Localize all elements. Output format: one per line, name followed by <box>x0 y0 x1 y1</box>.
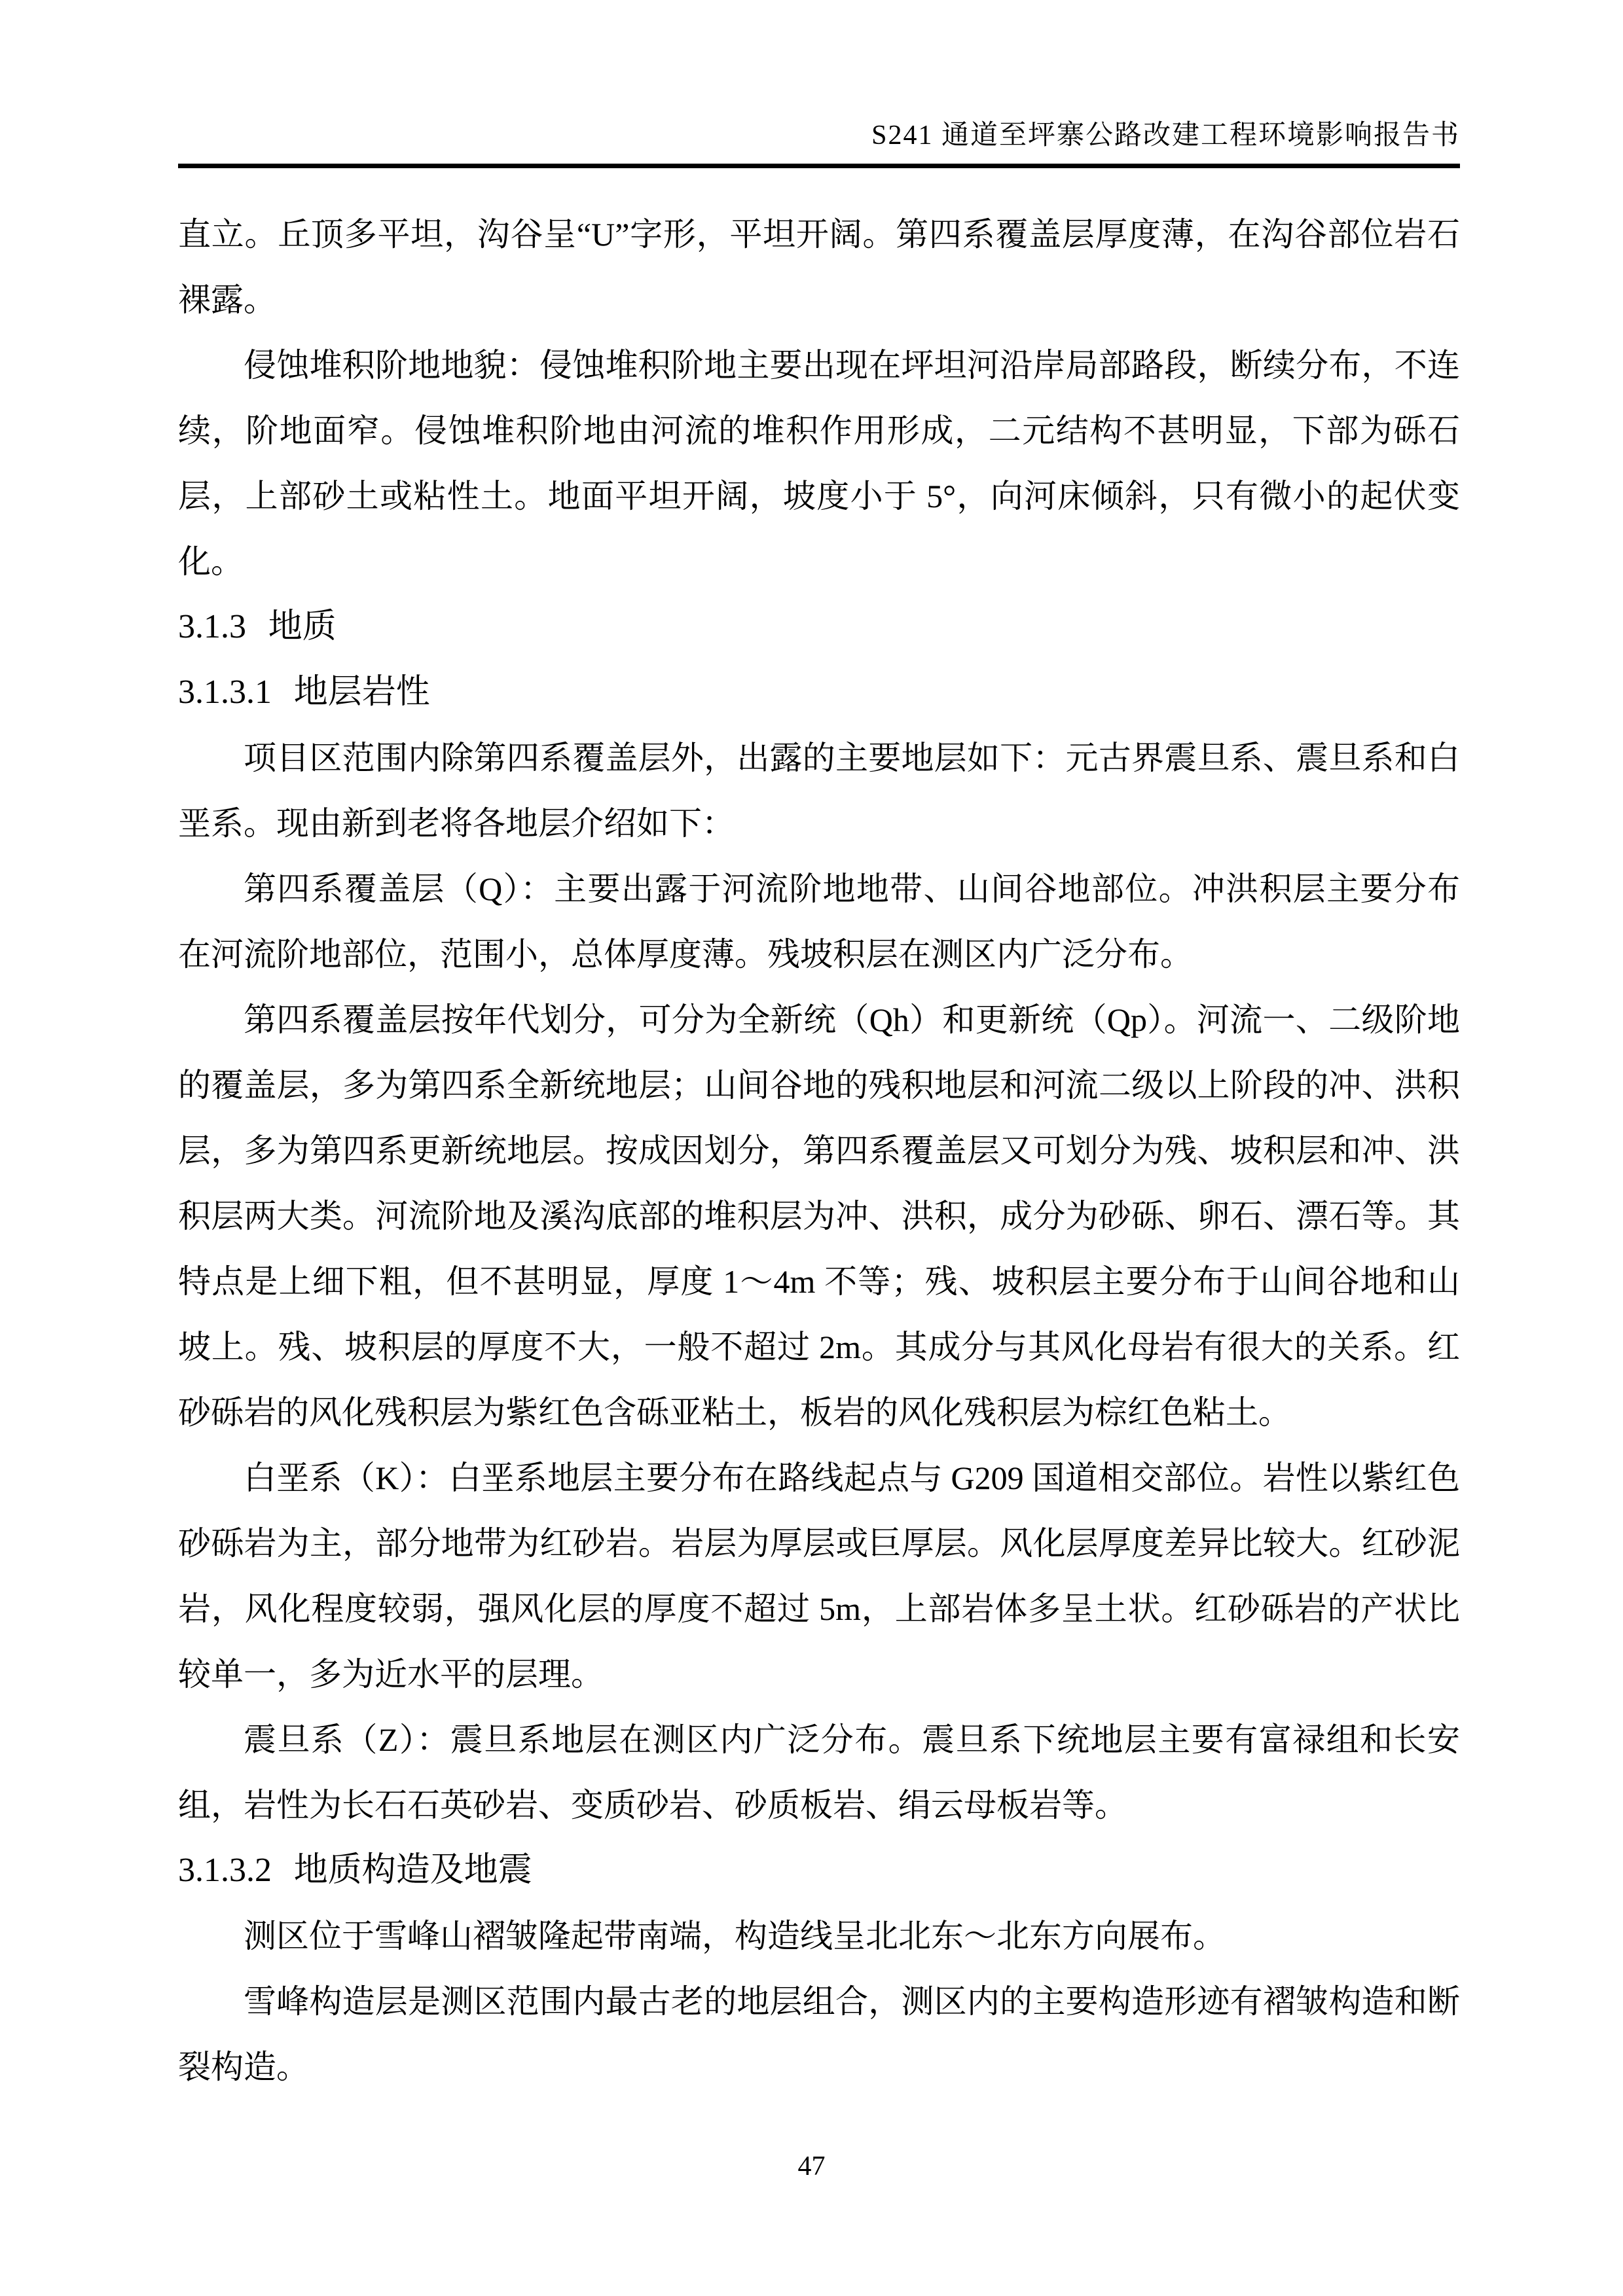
heading-title: 地质 <box>268 608 337 645</box>
page-number: 47 <box>797 2151 826 2181</box>
page-footer <box>0 2150 1623 2183</box>
section-heading-3-1-3-2 <box>178 1838 1460 1903</box>
paragraph-strata-overview: 项目区范围内除第四系覆盖层外，出露的主要地层如下：元古界震旦系、震旦系和白垩系。现由新到老将各地层介绍如下： <box>178 740 1460 842</box>
paragraph-erosion-terrace: 侵蚀堆积阶地地貌：侵蚀堆积阶地主要出现在坪坦河沿岸局部路段，断续分布，不连续，阶地面窄。侵蚀堆积阶地由河流的堆积作用形成，二元结构不甚明显，下部为砾石层，上部砂土或粘性土。地面平坦开阔，坡度小于 5°，向河床倾斜，只有微小的起伏变化。 <box>178 347 1460 580</box>
section-heading-3-1-3-1 <box>178 660 1460 725</box>
paragraph-quaternary-cover: 第四系覆盖层（Q）：主要出露于河流阶地地带、山间谷地部位。冲洪积层主要分布在河流阶地部位，范围小，总体厚度薄。残坡积层在测区内广泛分布。 <box>178 870 1460 973</box>
header-rule <box>178 164 1460 168</box>
header-report-title: S241 通道至坪寨公路改建工程环境影响报告书 <box>871 120 1460 151</box>
heading-number: 3.1.3.1 <box>178 673 272 711</box>
section-heading-3-1-3 <box>178 594 1460 660</box>
paragraph-tectonic-location: 测区位于雪峰山褶皱隆起带南端，构造线呈北北东～北东方向展布。 <box>244 1918 1226 1954</box>
heading-number: 3.1.3 <box>178 608 246 645</box>
paragraph-quaternary-division: 第四系覆盖层按年代划分，可分为全新统（Qh）和更新统（Qp）。河流一、二级阶地的覆盖层，多为第四系全新统地层；山间谷地的残积地层和河流二级以上阶段的冲、洪积层，多为第四系更新统地层。按成因划分，第四系覆盖层又可划分为残、坡积层和冲、洪积层两大类。河流阶地及溪沟底部的堆积层为冲、洪积，成分为砂砾、卵石、漂石等。其特点是上细下粗，但不甚明显，厚度 1～4m 不等；残、坡积层主要分布于山间谷地和山坡上。残、坡积层的厚度不大，一般不超过 2m。其成分与其风化母岩有很大的关系。红砂砾岩的风化残积层为紫红色含砾亚粘土，板岩的风化残积层为棕红色粘土。 <box>178 1001 1460 1431</box>
heading-title: 地质构造及地震 <box>293 1852 532 1889</box>
heading-number: 3.1.3.2 <box>178 1852 272 1889</box>
paragraph-geomorph-continuation: 直立。丘顶多平坦，沟谷呈“U”字形，平坦开阔。第四系覆盖层厚度薄，在沟谷部位岩石裸露。 <box>178 216 1460 318</box>
paragraph-sinian: 震旦系（Z）：震旦系地层在测区内广泛分布。震旦系下统地层主要有富禄组和长安组，岩性为长石石英砂岩、变质砂岩、砂质板岩、绢云母板岩等。 <box>178 1721 1460 1823</box>
paragraph-xuefeng-structure: 雪峰构造层是测区范围内最古老的地层组合，测区内的主要构造形迹有褶皱构造和断裂构造。 <box>178 1983 1460 2085</box>
document-body <box>178 202 1460 2100</box>
page-header <box>178 117 1460 168</box>
heading-title: 地层岩性 <box>293 673 430 711</box>
paragraph-cretaceous: 白垩系（K）：白垩系地层主要分布在路线起点与 G209 国道相交部位。岩性以紫红色砂砾岩为主，部分地带为红砂岩。岩层为厚层或巨厚层。风化层厚度差异比较大。红砂泥岩，风化程度较弱，强风化层的厚度不超过 5m，上部岩体多呈土状。红砂砾岩的产状比较单一，多为近水平的层理。 <box>178 1460 1460 1693</box>
